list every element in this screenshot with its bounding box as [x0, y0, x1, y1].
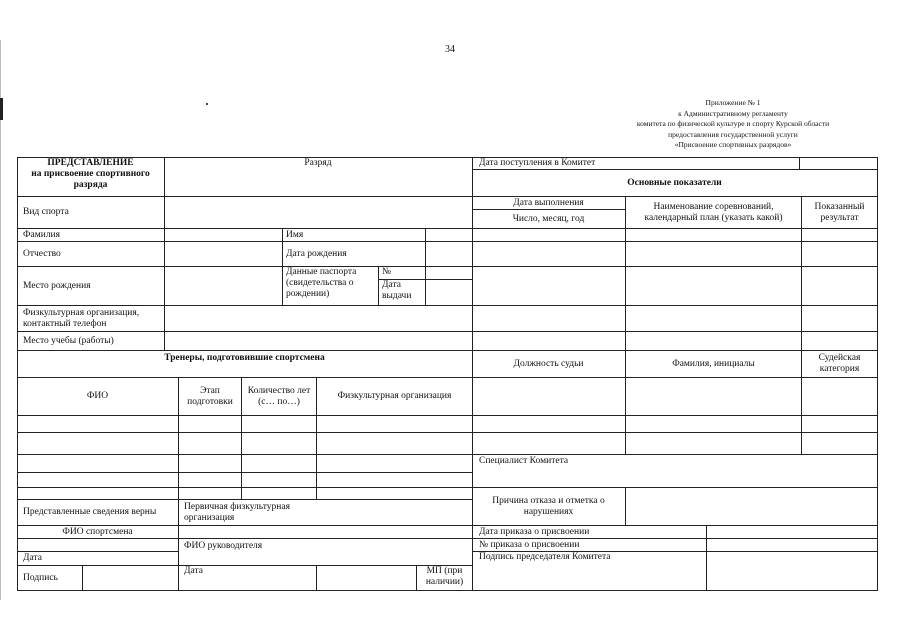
form-title: ПРЕДСТАВЛЕНИЕ на присвоение спортивного разряда	[31, 158, 150, 190]
judge-name-label: Фамилия, инициалы	[672, 358, 755, 369]
head-name-label: ФИО руководителя	[184, 541, 263, 551]
rank-label: Разряд	[304, 158, 332, 168]
patronymic-label: Отчество	[23, 248, 61, 259]
primary-org-label: Первичная физкультурная организация	[184, 501, 290, 523]
passport-number-label: №	[382, 267, 392, 277]
org-phone-label: Физкультурная организация, контактный телефон	[23, 307, 140, 329]
coaches-header: Тренеры, подготовившие спортсмена	[164, 353, 325, 363]
order-number-label: № приказа о присвоении	[479, 539, 580, 550]
name-label: Имя	[286, 229, 304, 240]
coach-col-stage: Этап подготовки	[187, 385, 233, 407]
info-correct-label: Представленные сведения верны	[23, 507, 157, 517]
competition-label: Наименование соревнований, календарный план (указать какой)	[644, 201, 783, 223]
refusal-label: Причина отказа и отметка о нарушениях	[492, 495, 605, 517]
surname-label: Фамилия	[23, 229, 61, 240]
study-label: Место учебы (работы)	[23, 335, 114, 346]
appendix-line: предоставления государственной услуги	[668, 129, 798, 139]
judge-category-label: Судейская категория	[818, 353, 861, 374]
chair-signature-label: Подпись председателя Комитета	[479, 552, 611, 562]
received-date-label: Дата поступления в Комитет	[479, 158, 596, 168]
order-date-label: Дата приказа о присвоении	[479, 526, 590, 537]
date2-label: Дата	[184, 566, 203, 576]
birthdate-label: Дата рождения	[286, 248, 347, 259]
execution-date-label: Дата выполнения	[513, 197, 584, 208]
judge-position-label: Должность судьи	[513, 358, 584, 369]
appendix-line: комитета по физической культуре и спорту Курской области	[636, 119, 830, 128]
appendix-line: «Присвоение спортивных разрядов»	[674, 140, 792, 149]
signature-label: Подпись	[23, 572, 58, 583]
coach-col-org: Физкультурная организация	[337, 391, 452, 401]
result-label: Показанный результат	[814, 201, 865, 223]
specialist-label: Специалист Комитета	[479, 456, 569, 466]
appendix-line: к Административному регламенту	[678, 108, 788, 118]
stamp-label: МП (при наличии)	[425, 566, 464, 587]
date-label: Дата	[23, 553, 42, 563]
passport-label: Данные паспорта (свидетельства о рождении)	[286, 267, 357, 299]
appendix-line: Приложение № 1	[705, 98, 761, 107]
main-indicators-header: Основные показатели	[627, 177, 722, 188]
birthplace-label: Место рождения	[23, 280, 91, 291]
sport-label: Вид спорта	[23, 207, 69, 217]
date-format-label: Число, месяц, год	[512, 213, 585, 224]
athlete-name-label: ФИО спортсмена	[62, 526, 133, 537]
issue-date-label: Дата выдачи	[382, 280, 412, 301]
coach-col-fio: ФИО	[86, 391, 109, 401]
coach-col-years: Количество лет (с… по…)	[247, 385, 311, 407]
page-number: 34	[445, 44, 455, 55]
